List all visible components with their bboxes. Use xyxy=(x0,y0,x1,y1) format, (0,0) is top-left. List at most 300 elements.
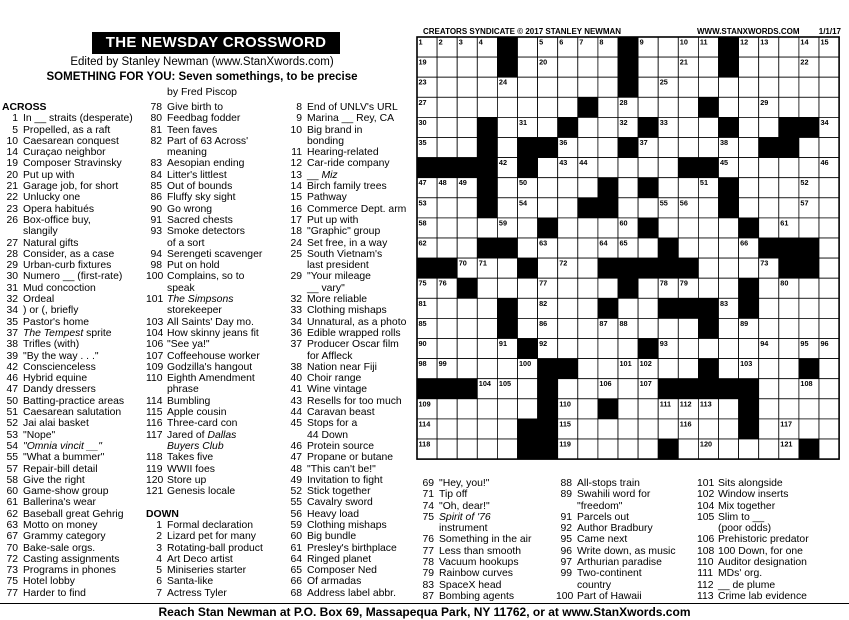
grid-cell[interactable] xyxy=(497,97,517,117)
clue-text: Fluffy sky sight xyxy=(167,192,236,204)
grid-cell[interactable] xyxy=(538,258,558,278)
grid-cell[interactable] xyxy=(437,198,457,218)
grid-cell[interactable] xyxy=(477,278,497,298)
grid-cell[interactable] xyxy=(437,238,457,258)
grid-cell[interactable] xyxy=(638,399,658,419)
grid-cell[interactable] xyxy=(497,198,517,218)
grid-cell[interactable] xyxy=(598,339,618,359)
grid-cell[interactable] xyxy=(638,77,658,97)
grid-cell[interactable] xyxy=(598,77,618,97)
grid-cell[interactable] xyxy=(598,158,618,178)
clue-number: 92 xyxy=(560,523,572,535)
grid-cell[interactable] xyxy=(638,238,658,258)
grid-block xyxy=(477,138,497,158)
grid-cell[interactable] xyxy=(739,339,759,359)
grid-cell[interactable] xyxy=(497,258,517,278)
grid-cell[interactable] xyxy=(759,419,779,439)
grid-cell[interactable] xyxy=(698,238,718,258)
grid-cell[interactable] xyxy=(819,278,839,298)
grid-cell[interactable] xyxy=(678,77,698,97)
grid-cell[interactable] xyxy=(819,379,839,399)
clue xyxy=(2,113,133,124)
grid-cell[interactable] xyxy=(598,57,618,77)
grid-cell[interactable] xyxy=(678,138,698,158)
grid-cell[interactable] xyxy=(719,339,739,359)
grid-cell[interactable] xyxy=(578,238,598,258)
clue xyxy=(146,271,263,282)
grid-cell[interactable] xyxy=(578,258,598,278)
grid-cell[interactable] xyxy=(819,57,839,77)
grid-cell[interactable] xyxy=(558,278,578,298)
grid-cell[interactable] xyxy=(819,97,839,117)
grid-cell[interactable] xyxy=(518,399,538,419)
grid-cell[interactable] xyxy=(739,158,759,178)
grid-cell[interactable] xyxy=(658,138,678,158)
grid-cell[interactable] xyxy=(698,57,718,77)
grid-cell[interactable] xyxy=(819,359,839,379)
grid-cell[interactable] xyxy=(578,318,598,338)
grid-cell[interactable] xyxy=(497,138,517,158)
grid-cell[interactable] xyxy=(457,339,477,359)
grid-cell[interactable] xyxy=(759,178,779,198)
clue xyxy=(2,215,133,226)
grid-block xyxy=(719,117,739,137)
grid-cell[interactable] xyxy=(779,57,799,77)
grid-cell[interactable] xyxy=(759,318,779,338)
clue-number: 38 xyxy=(290,361,302,373)
grid-cell[interactable] xyxy=(799,97,819,117)
grid-block xyxy=(698,298,718,318)
clue-text: Stops for a xyxy=(307,418,358,430)
grid-cell[interactable] xyxy=(638,198,658,218)
grid-cell[interactable] xyxy=(437,77,457,97)
grid-cell[interactable] xyxy=(477,419,497,439)
grid-cell[interactable] xyxy=(779,298,799,318)
grid-cell[interactable] xyxy=(759,117,779,137)
grid-cell[interactable] xyxy=(437,399,457,419)
grid-cell[interactable] xyxy=(578,298,598,318)
grid-cell[interactable] xyxy=(759,77,779,97)
cell-number: 108 xyxy=(800,379,813,389)
grid-cell[interactable] xyxy=(698,339,718,359)
grid-cell[interactable] xyxy=(618,198,638,218)
grid-cell[interactable] xyxy=(437,218,457,238)
grid-cell[interactable] xyxy=(739,117,759,137)
clue-number: 54 xyxy=(6,440,18,452)
grid-cell[interactable] xyxy=(558,218,578,238)
grid-cell[interactable] xyxy=(457,198,477,218)
grid-cell[interactable] xyxy=(759,379,779,399)
grid-cell[interactable] xyxy=(598,97,618,117)
grid-cell[interactable] xyxy=(678,318,698,338)
grid-cell[interactable] xyxy=(779,379,799,399)
grid-cell[interactable] xyxy=(658,419,678,439)
grid-cell[interactable] xyxy=(578,439,598,459)
clue-number: 67 xyxy=(6,531,18,543)
grid-cell[interactable] xyxy=(678,439,698,459)
grid-cell[interactable] xyxy=(658,218,678,238)
cell-number: 118 xyxy=(418,439,431,449)
grid-cell[interactable] xyxy=(618,419,638,439)
grid-cell[interactable] xyxy=(799,419,819,439)
grid-cell[interactable] xyxy=(578,218,598,238)
clue-text: Urban-curb fixtures xyxy=(23,260,112,272)
grid-cell[interactable] xyxy=(518,97,538,117)
cell-number: 100 xyxy=(519,359,532,369)
grid-cell[interactable] xyxy=(457,298,477,318)
grid-cell[interactable] xyxy=(638,298,658,318)
grid-cell[interactable] xyxy=(578,379,598,399)
grid-cell[interactable] xyxy=(598,218,618,238)
grid-cell[interactable] xyxy=(457,399,477,419)
grid-cell[interactable] xyxy=(558,318,578,338)
grid-cell[interactable] xyxy=(437,419,457,439)
clue-number: 69 xyxy=(422,478,434,489)
clue xyxy=(286,305,406,316)
grid-cell[interactable] xyxy=(678,117,698,137)
grid-cell[interactable] xyxy=(759,359,779,379)
grid-cell[interactable] xyxy=(618,379,638,399)
grid-cell[interactable] xyxy=(819,238,839,258)
grid-block xyxy=(578,97,598,117)
clue-number: 7 xyxy=(156,587,162,599)
grid-cell[interactable] xyxy=(558,77,578,97)
grid-cell[interactable] xyxy=(819,198,839,218)
clue-text: Propelled, as a raft xyxy=(23,124,111,136)
grid-cell[interactable] xyxy=(477,57,497,77)
grid-cell[interactable] xyxy=(638,158,658,178)
grid-cell[interactable] xyxy=(457,97,477,117)
grid-cell[interactable] xyxy=(779,178,799,198)
grid-cell[interactable] xyxy=(618,178,638,198)
grid-cell[interactable] xyxy=(477,439,497,459)
grid-cell[interactable] xyxy=(779,318,799,338)
grid-cell[interactable] xyxy=(558,339,578,359)
clue xyxy=(2,305,133,316)
grid-cell[interactable] xyxy=(678,238,698,258)
grid-cell[interactable] xyxy=(437,117,457,137)
grid-cell[interactable] xyxy=(698,77,718,97)
grid-cell[interactable] xyxy=(658,37,678,57)
grid-cell[interactable] xyxy=(658,158,678,178)
grid-cell[interactable] xyxy=(759,399,779,419)
grid-cell[interactable] xyxy=(598,117,618,137)
grid-cell[interactable] xyxy=(819,138,839,158)
grid-cell[interactable] xyxy=(618,158,638,178)
grid-cell[interactable] xyxy=(518,298,538,318)
grid-cell[interactable] xyxy=(477,97,497,117)
grid-cell[interactable] xyxy=(457,138,477,158)
clue-text: All Saints' Day mo. xyxy=(167,316,254,328)
grid-cell[interactable] xyxy=(759,439,779,459)
grid-cell[interactable] xyxy=(698,258,718,278)
grid-cell[interactable] xyxy=(437,57,457,77)
grid-cell[interactable] xyxy=(799,138,819,158)
clue-text: Tip off xyxy=(439,489,468,501)
grid-cell[interactable] xyxy=(618,339,638,359)
grid-cell[interactable] xyxy=(558,238,578,258)
grid-cell[interactable] xyxy=(518,278,538,298)
grid-cell[interactable] xyxy=(698,138,718,158)
cell-number: 60 xyxy=(619,218,628,228)
grid-cell[interactable] xyxy=(578,57,598,77)
grid-cell[interactable] xyxy=(678,339,698,359)
clue-text: Give birth to xyxy=(167,102,224,113)
grid-cell[interactable] xyxy=(819,178,839,198)
grid-block xyxy=(658,379,678,399)
grid-cell[interactable] xyxy=(698,419,718,439)
grid-cell[interactable] xyxy=(538,158,558,178)
grid-cell[interactable] xyxy=(538,198,558,218)
clue-text: End of UNLV's URL xyxy=(307,102,398,113)
grid-cell[interactable] xyxy=(739,258,759,278)
grid-cell[interactable] xyxy=(759,298,779,318)
grid-cell[interactable] xyxy=(437,318,457,338)
grid-cell[interactable] xyxy=(538,117,558,137)
grid-cell[interactable] xyxy=(759,158,779,178)
grid-cell[interactable] xyxy=(598,278,618,298)
grid-cell[interactable] xyxy=(437,298,457,318)
clue-text: Heavy load xyxy=(307,508,359,520)
grid-cell[interactable] xyxy=(638,97,658,117)
cell-number: 9 xyxy=(639,37,644,47)
grid-cell[interactable] xyxy=(658,359,678,379)
grid-cell[interactable] xyxy=(598,419,618,439)
grid-cell[interactable] xyxy=(719,318,739,338)
grid-cell[interactable] xyxy=(437,138,457,158)
grid-cell[interactable] xyxy=(819,439,839,459)
grid-cell[interactable] xyxy=(799,298,819,318)
clue-number: 50 xyxy=(6,395,18,407)
grid-cell[interactable] xyxy=(719,439,739,459)
grid-cell[interactable] xyxy=(598,439,618,459)
clue-text: Part of 63 Across' xyxy=(167,135,249,147)
grid-cell[interactable] xyxy=(759,57,779,77)
grid-cell[interactable] xyxy=(819,77,839,97)
grid-block xyxy=(437,379,457,399)
grid-cell[interactable] xyxy=(578,359,598,379)
grid-cell[interactable] xyxy=(538,97,558,117)
grid-cell[interactable] xyxy=(739,97,759,117)
grid-cell[interactable] xyxy=(719,399,739,419)
grid-cell[interactable] xyxy=(779,97,799,117)
grid-cell[interactable] xyxy=(678,178,698,198)
grid-cell[interactable] xyxy=(698,198,718,218)
clue-number: 55 xyxy=(6,452,18,464)
grid-cell[interactable] xyxy=(437,439,457,459)
grid-cell[interactable] xyxy=(759,218,779,238)
grid-cell[interactable] xyxy=(518,238,538,258)
grid-cell[interactable] xyxy=(779,339,799,359)
clue-number: 34 xyxy=(290,316,302,328)
grid-cell[interactable] xyxy=(518,379,538,399)
grid-cell[interactable] xyxy=(799,318,819,338)
cell-number: 75 xyxy=(418,278,427,288)
grid-cell[interactable] xyxy=(719,77,739,97)
grid-cell[interactable] xyxy=(719,218,739,238)
clue-text: Go wrong xyxy=(167,203,213,215)
grid-cell[interactable] xyxy=(819,258,839,278)
grid-cell[interactable] xyxy=(457,318,477,338)
grid-cell[interactable] xyxy=(477,298,497,318)
grid-cell[interactable] xyxy=(477,218,497,238)
grid-cell[interactable] xyxy=(799,399,819,419)
grid-cell[interactable] xyxy=(719,238,739,258)
grid-cell[interactable] xyxy=(457,117,477,137)
grid-cell[interactable] xyxy=(457,57,477,77)
grid-cell[interactable] xyxy=(819,399,839,419)
grid-cell[interactable] xyxy=(618,298,638,318)
grid-cell[interactable] xyxy=(457,419,477,439)
grid-cell[interactable] xyxy=(538,77,558,97)
clue xyxy=(2,407,133,418)
clue-text: ) or (, briefly xyxy=(23,305,79,317)
grid-cell[interactable] xyxy=(578,77,598,97)
grid-cell[interactable] xyxy=(518,218,538,238)
grid-cell[interactable] xyxy=(739,77,759,97)
grid-cell[interactable] xyxy=(598,359,618,379)
cell-number: 37 xyxy=(639,138,648,147)
clue-number: 52 xyxy=(290,486,302,498)
clue-number: 72 xyxy=(6,553,18,565)
grid-cell[interactable] xyxy=(779,77,799,97)
grid-cell[interactable] xyxy=(658,57,678,77)
puzzle-title: THE NEWSDAY CROSSWORD xyxy=(92,32,340,54)
grid-cell[interactable] xyxy=(739,198,759,218)
grid-cell[interactable] xyxy=(558,298,578,318)
grid-cell[interactable] xyxy=(518,37,538,57)
grid-cell[interactable] xyxy=(638,439,658,459)
grid-cell[interactable] xyxy=(799,278,819,298)
grid-cell[interactable] xyxy=(598,138,618,158)
grid-cell[interactable] xyxy=(759,278,779,298)
grid-cell[interactable] xyxy=(719,359,739,379)
grid-cell[interactable] xyxy=(719,258,739,278)
grid-cell[interactable] xyxy=(739,178,759,198)
grid-cell[interactable] xyxy=(578,138,598,158)
clue xyxy=(418,591,531,602)
clue-text: Something in the air xyxy=(439,534,532,546)
grid-cell[interactable] xyxy=(477,359,497,379)
grid-cell[interactable] xyxy=(457,218,477,238)
grid-cell[interactable] xyxy=(799,77,819,97)
grid-cell[interactable] xyxy=(518,318,538,338)
clue xyxy=(2,339,133,350)
clue xyxy=(418,546,531,557)
grid-cell[interactable] xyxy=(678,218,698,238)
grid-cell[interactable] xyxy=(457,439,477,459)
grid-cell[interactable] xyxy=(779,198,799,218)
grid-cell[interactable] xyxy=(518,57,538,77)
grid-cell[interactable] xyxy=(558,57,578,77)
grid-cell[interactable] xyxy=(678,359,698,379)
clue-number: 76 xyxy=(422,534,434,546)
grid-cell[interactable] xyxy=(779,158,799,178)
grid-cell[interactable] xyxy=(477,339,497,359)
grid-cell[interactable] xyxy=(678,97,698,117)
grid-cell[interactable] xyxy=(799,158,819,178)
clue xyxy=(286,328,406,339)
grid-cell[interactable] xyxy=(497,399,517,419)
clue xyxy=(2,418,133,429)
grid-cell[interactable] xyxy=(437,97,457,117)
grid-cell[interactable] xyxy=(497,419,517,439)
grid-cell[interactable] xyxy=(457,359,477,379)
grid-cell[interactable] xyxy=(578,399,598,419)
grid-cell[interactable] xyxy=(518,77,538,97)
grid-cell[interactable] xyxy=(497,117,517,137)
grid-cell[interactable] xyxy=(497,278,517,298)
grid-cell[interactable] xyxy=(558,379,578,399)
grid-cell[interactable] xyxy=(638,278,658,298)
grid-cell[interactable] xyxy=(477,77,497,97)
grid-cell[interactable] xyxy=(497,439,517,459)
grid-cell[interactable] xyxy=(578,117,598,137)
cell-number: 25 xyxy=(659,77,668,87)
grid-cell[interactable] xyxy=(658,97,678,117)
clue xyxy=(286,249,406,260)
grid-cell[interactable] xyxy=(819,298,839,318)
grid-block xyxy=(719,37,739,57)
grid-cell[interactable] xyxy=(779,37,799,57)
grid-cell[interactable] xyxy=(698,278,718,298)
grid-cell[interactable] xyxy=(658,318,678,338)
grid-cell[interactable] xyxy=(457,77,477,97)
grid-cell[interactable] xyxy=(819,218,839,238)
grid-cell[interactable] xyxy=(497,178,517,198)
cell-number: 7 xyxy=(579,37,584,47)
grid-cell[interactable] xyxy=(698,117,718,137)
grid-cell[interactable] xyxy=(698,218,718,238)
grid-cell[interactable] xyxy=(819,318,839,338)
grid-cell[interactable] xyxy=(558,97,578,117)
grid-cell[interactable] xyxy=(819,419,839,439)
grid-cell[interactable] xyxy=(497,359,517,379)
grid-cell[interactable] xyxy=(739,138,759,158)
grid-cell[interactable] xyxy=(658,178,678,198)
grid-cell[interactable] xyxy=(578,278,598,298)
grid-cell[interactable] xyxy=(558,178,578,198)
grid-cell[interactable] xyxy=(739,57,759,77)
grid-cell[interactable] xyxy=(638,57,658,77)
grid-cell[interactable] xyxy=(578,178,598,198)
grid-cell[interactable] xyxy=(618,439,638,459)
grid-cell[interactable] xyxy=(477,399,497,419)
grid-cell[interactable] xyxy=(638,318,658,338)
grid-cell[interactable] xyxy=(719,278,739,298)
grid-cell[interactable] xyxy=(779,399,799,419)
grid-cell[interactable] xyxy=(477,318,497,338)
crossword-grid[interactable] xyxy=(416,36,840,461)
grid-cell[interactable] xyxy=(719,419,739,439)
grid-cell[interactable] xyxy=(437,339,457,359)
grid-cell[interactable] xyxy=(618,399,638,419)
grid-cell[interactable] xyxy=(739,439,759,459)
grid-cell[interactable] xyxy=(558,198,578,218)
clue-section-heading: ACROSS xyxy=(2,102,47,113)
grid-cell[interactable] xyxy=(779,359,799,379)
grid-cell[interactable] xyxy=(719,97,739,117)
grid-cell[interactable] xyxy=(638,419,658,439)
clue-continuation: storekeeper xyxy=(167,305,222,317)
grid-cell[interactable] xyxy=(759,198,779,218)
grid-cell[interactable] xyxy=(799,218,819,238)
clue-text: The Simpsons xyxy=(167,294,234,306)
grid-cell[interactable] xyxy=(457,238,477,258)
grid-cell[interactable] xyxy=(538,178,558,198)
grid-cell[interactable] xyxy=(578,339,598,359)
grid-cell[interactable] xyxy=(578,419,598,439)
